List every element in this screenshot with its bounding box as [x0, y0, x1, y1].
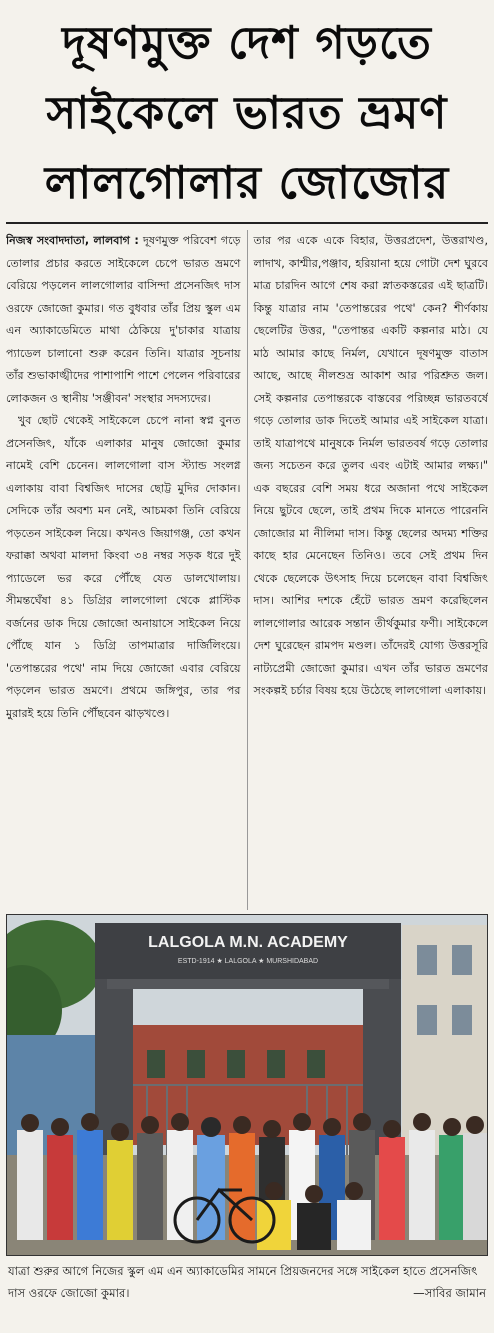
headline-line-1: দূষণমুক্ত দেশ গড়তে — [62, 16, 432, 69]
dateline: নিজস্ব সংবাদদাতা, লালবাগ : — [6, 234, 139, 247]
article-paragraph — [6, 230, 241, 410]
photo-credit: —সাবির জামান — [413, 1286, 486, 1300]
paragraph-text: দূষণমুক্ত পরিবেশ গড়ে তোলার প্রচার করতে সাইকেলে চেপে ভারত ভ্রমণে বেরিয়ে পড়লেন লালগোলার বাসিন্দা প্রসেনজিৎ দাস ওরফে জোজো কুমার। গত বুধবার তাঁর প্রিয় স্কুল এম এন অ্যাকাডেমিতে মাথা ঠেকিয়ে দু'চাকার যাত্রায় প্যাডেল চালানো শুরু করেন তিনি। যাত্রার সূচনায় তাঁর শুভাকাঙ্খীদের পাশাপাশি পাশে পেলেন পরিবারের লোকজন ও স্থানীয় 'সঞ্জীবন' সংস্থার সদস্যদের। — [6, 234, 241, 405]
gate-sign-title: LALGOLA M.N. ACADEMY — [148, 934, 348, 951]
column-divider — [247, 230, 248, 910]
article-paragraph: তার পর একে একে বিহার, উত্তরপ্রদেশ, উত্তরাখণ্ড, লাদাখ, কাশ্মীর,পঞ্জাব, হরিয়ানা হয়ে গোটা দেশ ঘুরবে মাত্র চারদিন আগে শেষ করা স্নাতকস্তরের এই ছাত্রটি। কিন্তু যাত্রার নাম 'তেপান্তরের পথে' কেন? শীর্ণকায় ছেলেটির উত্তর, "তেপান্তর একটি কল্পনার মাঠ। যে মাঠ আমার কাছে নির্মল, যেখানে দূষণমুক্ত বাতাস আছে, আছে নীলশুভ্র আকাশ আর পরিশ্রুত জল। সেই কল্পনার তেপান্তরকে বাস্তবের পরিচ্ছন্ন ভারতবর্ষে গড়ে তোলার ডাক দিতেই আমার এই সাইকেল যাত্রা। তাই যাত্রাপথে মানুষকে নির্মল ভারতবর্ষ গড়ে তোলার জন্য সচেতন করে তুলব এবং এটাই আমার লক্ষ্য।" এক বছরের বেশি সময় ধরে অজানা পথে সাইকেল নিয়ে ছুটবে ছেলে, তাই প্রথম দিকে মানতে পারেননি জোজোর মা নীলিমা দাস। কিন্তু ছেলের অদম্য শক্তির কাছে হার মেনেছেন তিনিও। তবে সেই প্রথম দিন থেকে ছেলেকে উৎসাহ দিয়ে চলেছেন বাবা বিশ্বজিৎ দাস। আশির দশকে হেঁটে ভারত ভ্রমণ করেছিলেন লালগোলার আরেক সন্তান তীর্থকুমার ফণী। সাইকেলে দেশ ঘুরেছেন রামপদ মণ্ডল। তাঁদেরই যোগ্য উত্তরসূরি নাট্যপ্রেমী জোজো কুমার। এখন তাঁর ভারত ভ্রমণের সংকল্পই চর্চার বিষয় হয়ে উঠেছে লালগোলা এলাকায়। — [253, 234, 488, 697]
headline-line-3: লালগোলার জোজোর — [44, 156, 450, 209]
article-column-1 — [6, 230, 241, 910]
gate-sign-subtitle: ESTD-1914 ★ LALGOLA ★ MURSHIDABAD — [177, 958, 319, 965]
headline — [6, 8, 488, 218]
article-paragraph: খুব ছোট থেকেই সাইকেলে চেপে নানা স্বপ্ন বুনত প্রসেনজিৎ, যাঁকে এলাকার মানুষ জোজো কুমার নামেই বেশি চেনেন। লালগোলা বাস স্ট্যান্ড সংলগ্ন এলাকায় বাবা বিশ্বজিৎ দাসের ছোট্ট মুদির দোকান। সেদিকে তাঁর অবশ্য মন নেই, আচমকা তিনি বেরিয়ে পড়তেন সাইকেল নিয়ে। কখনও জিয়াগঞ্জ, তো কখন ফরাক্কা অথবা মালদা কিংবা ৩৪ নম্বর সড়ক ধরে দুই প্যাডেলে ভর করে পৌঁছে যেত ডালখোলায়। সীমন্তঘেঁষা ৪১ ডিগ্রির লালগোলা থেকে প্লাস্টিক বর্জনের ডাক দিয়ে জোজো অনায়াসে সাইকেল নিয়ে পৌঁছে যান ১ ডিগ্রি তাপমাত্রার দার্জিলিংয়ে। 'তেপান্তরের পথে' নাম দিয়ে জোজো এবার বেরিয়ে পড়লেন ভারত ভ্রমণে। প্রথমে জঙ্গিপুর, তার পর মুরারই হয়ে তিনি পৌঁছবেন ঝাড়খণ্ডে। — [6, 414, 241, 720]
news-photo — [6, 914, 488, 1256]
article-body — [6, 230, 488, 910]
caption-text: যাত্রা শুরুর আগে নিজের স্কুল এম এন অ্যাকাডেমির সামনে প্রিয়জনদের সঙ্গে সাইকেল হাতে প্রসেনজিৎ দাস ওরফে জোজো কুমার। — [8, 1264, 478, 1300]
headline-rule — [6, 222, 488, 224]
photo-caption — [6, 1256, 488, 1304]
headline-line-2: সাইকেলে ভারত ভ্রমণ — [46, 86, 448, 139]
article-column-2 — [253, 230, 488, 910]
